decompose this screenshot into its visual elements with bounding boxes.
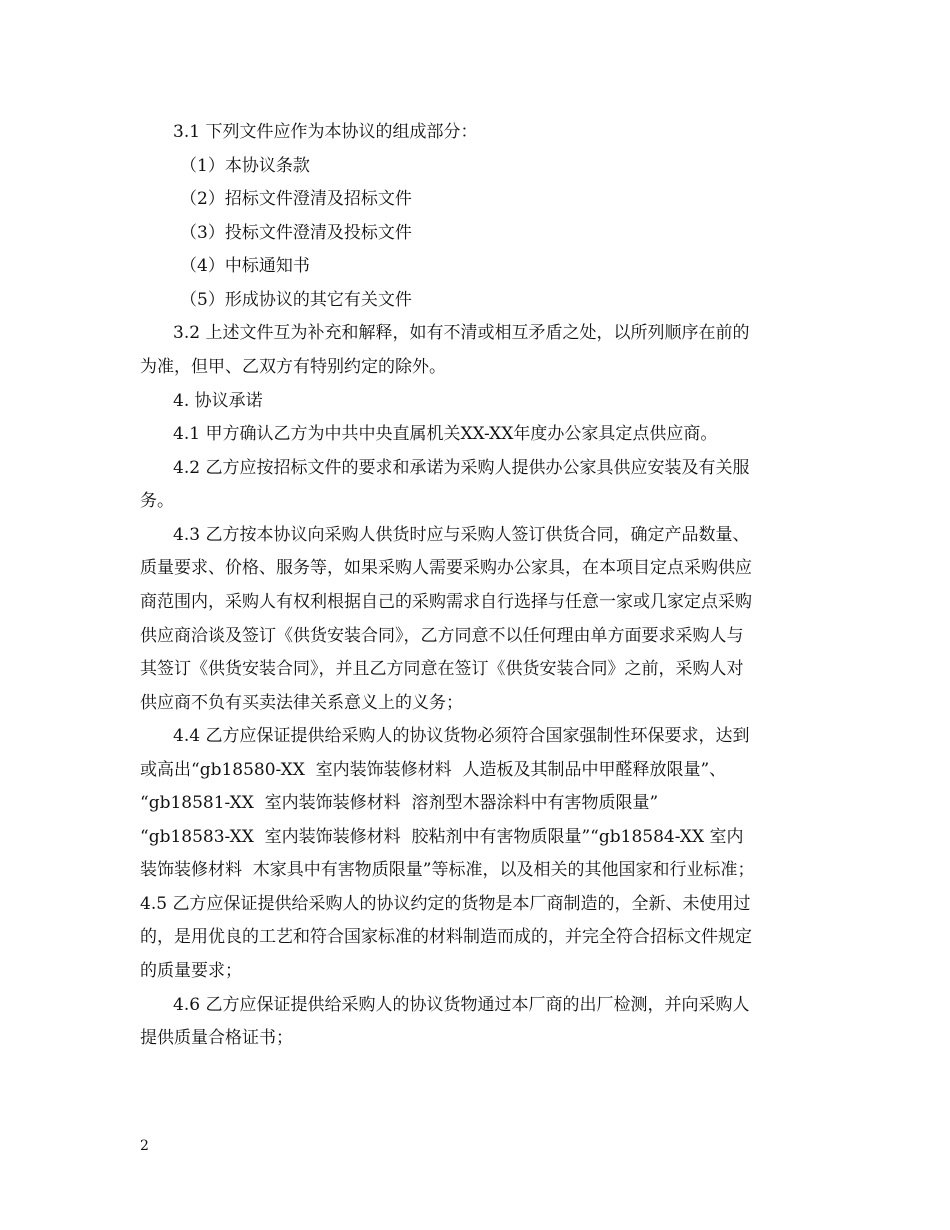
clause-4-4-line-1: 4.4 乙方应保证提供给采购人的协议货物必须符合国家强制性环保要求，达到 [173,726,750,746]
clause-4-5-line-3: 的质量要求； [140,961,242,981]
section-4-heading: 4. 协议承诺 [173,391,263,411]
clause-4-3-line-2: 质量要求、价格、服务等，如果采购人需要采购办公家具，在本项目定点采购供应 [140,558,752,578]
clause-4-5-line-2: 的，是用优良的工艺和符合国家标准的材料制造而成的，并完全符合招标文件规定 [140,927,752,947]
list-item-4: （4）中标通知书 [180,256,310,276]
clause-3-2-line-2: 为准，但甲、乙双方有特别约定的除外。 [140,357,446,377]
clause-4-3-line-5: 其签订《供货安装合同》，并且乙方同意在签订《供货安装合同》之前，采购人对 [140,659,744,679]
clause-4-3-line-1: 4.3 乙方按本协议向采购人供货时应与采购人签订供货合同，确定产品数量、 [173,525,750,545]
clause-4-4-line-4: “gb18583-XX 室内装饰装修材料 胶粘剂中有害物质限量”“gb18584-XX 室内 [140,827,744,847]
list-item-1: （1）本协议条款 [180,156,310,176]
clause-4-4-line-5: 装饰装修材料 木家具中有害物质限量”等标准，以及相关的其他国家和行业标准； [140,860,755,880]
clause-4-3-line-4: 供应商洽谈及签订《供货安装合同》，乙方同意不以任何理由单方面要求采购人与 [140,626,744,646]
list-item-5: （5）形成协议的其它有关文件 [180,290,412,310]
page-number: 2 [140,1138,149,1154]
clause-3-1: 3.1 下列文件应作为本协议的组成部分： [173,122,478,142]
clause-3-2-line-1: 3.2 上述文件互为补充和解释，如有不清或相互矛盾之处，以所列顺序在前的 [173,323,750,343]
clause-4-5-line-1: 4.5 乙方应保证提供给采购人的协议约定的货物是本厂商制造的，全新、未使用过 [140,894,751,914]
clause-4-3-line-3: 商范围内，采购人有权利根据自己的采购需求自行选择与任意一家或几家定点采购 [140,592,752,612]
clause-4-2-line-2: 务。 [140,491,174,511]
clause-4-4-line-3: “gb18581-XX 室内装饰装修材料 溶剂型木器涂料中有害物质限量” [140,793,659,813]
clause-4-1: 4.1 甲方确认乙方为中共中央直属机关XX-XX年度办公家具定点供应商。 [173,424,718,444]
list-item-3: （3）投标文件澄清及投标文件 [180,223,412,243]
clause-4-6-line-2: 提供质量合格证书； [140,1028,293,1048]
clause-4-4-line-2: 或高出“gb18580-XX 室内装饰装修材料 人造板及其制品中甲醛释放限量”、 [140,760,727,780]
clause-4-3-line-6: 供应商不负有买卖法律关系意义上的义务； [140,693,463,713]
clause-4-6-line-1: 4.6 乙方应保证提供给采购人的协议货物通过本厂商的出厂检测，并向采购人 [173,995,750,1015]
list-item-2: （2）招标文件澄清及招标文件 [180,189,412,209]
clause-4-2-line-1: 4.2 乙方应按招标文件的要求和承诺为采购人提供办公家具供应安装及有关服 [173,458,750,478]
